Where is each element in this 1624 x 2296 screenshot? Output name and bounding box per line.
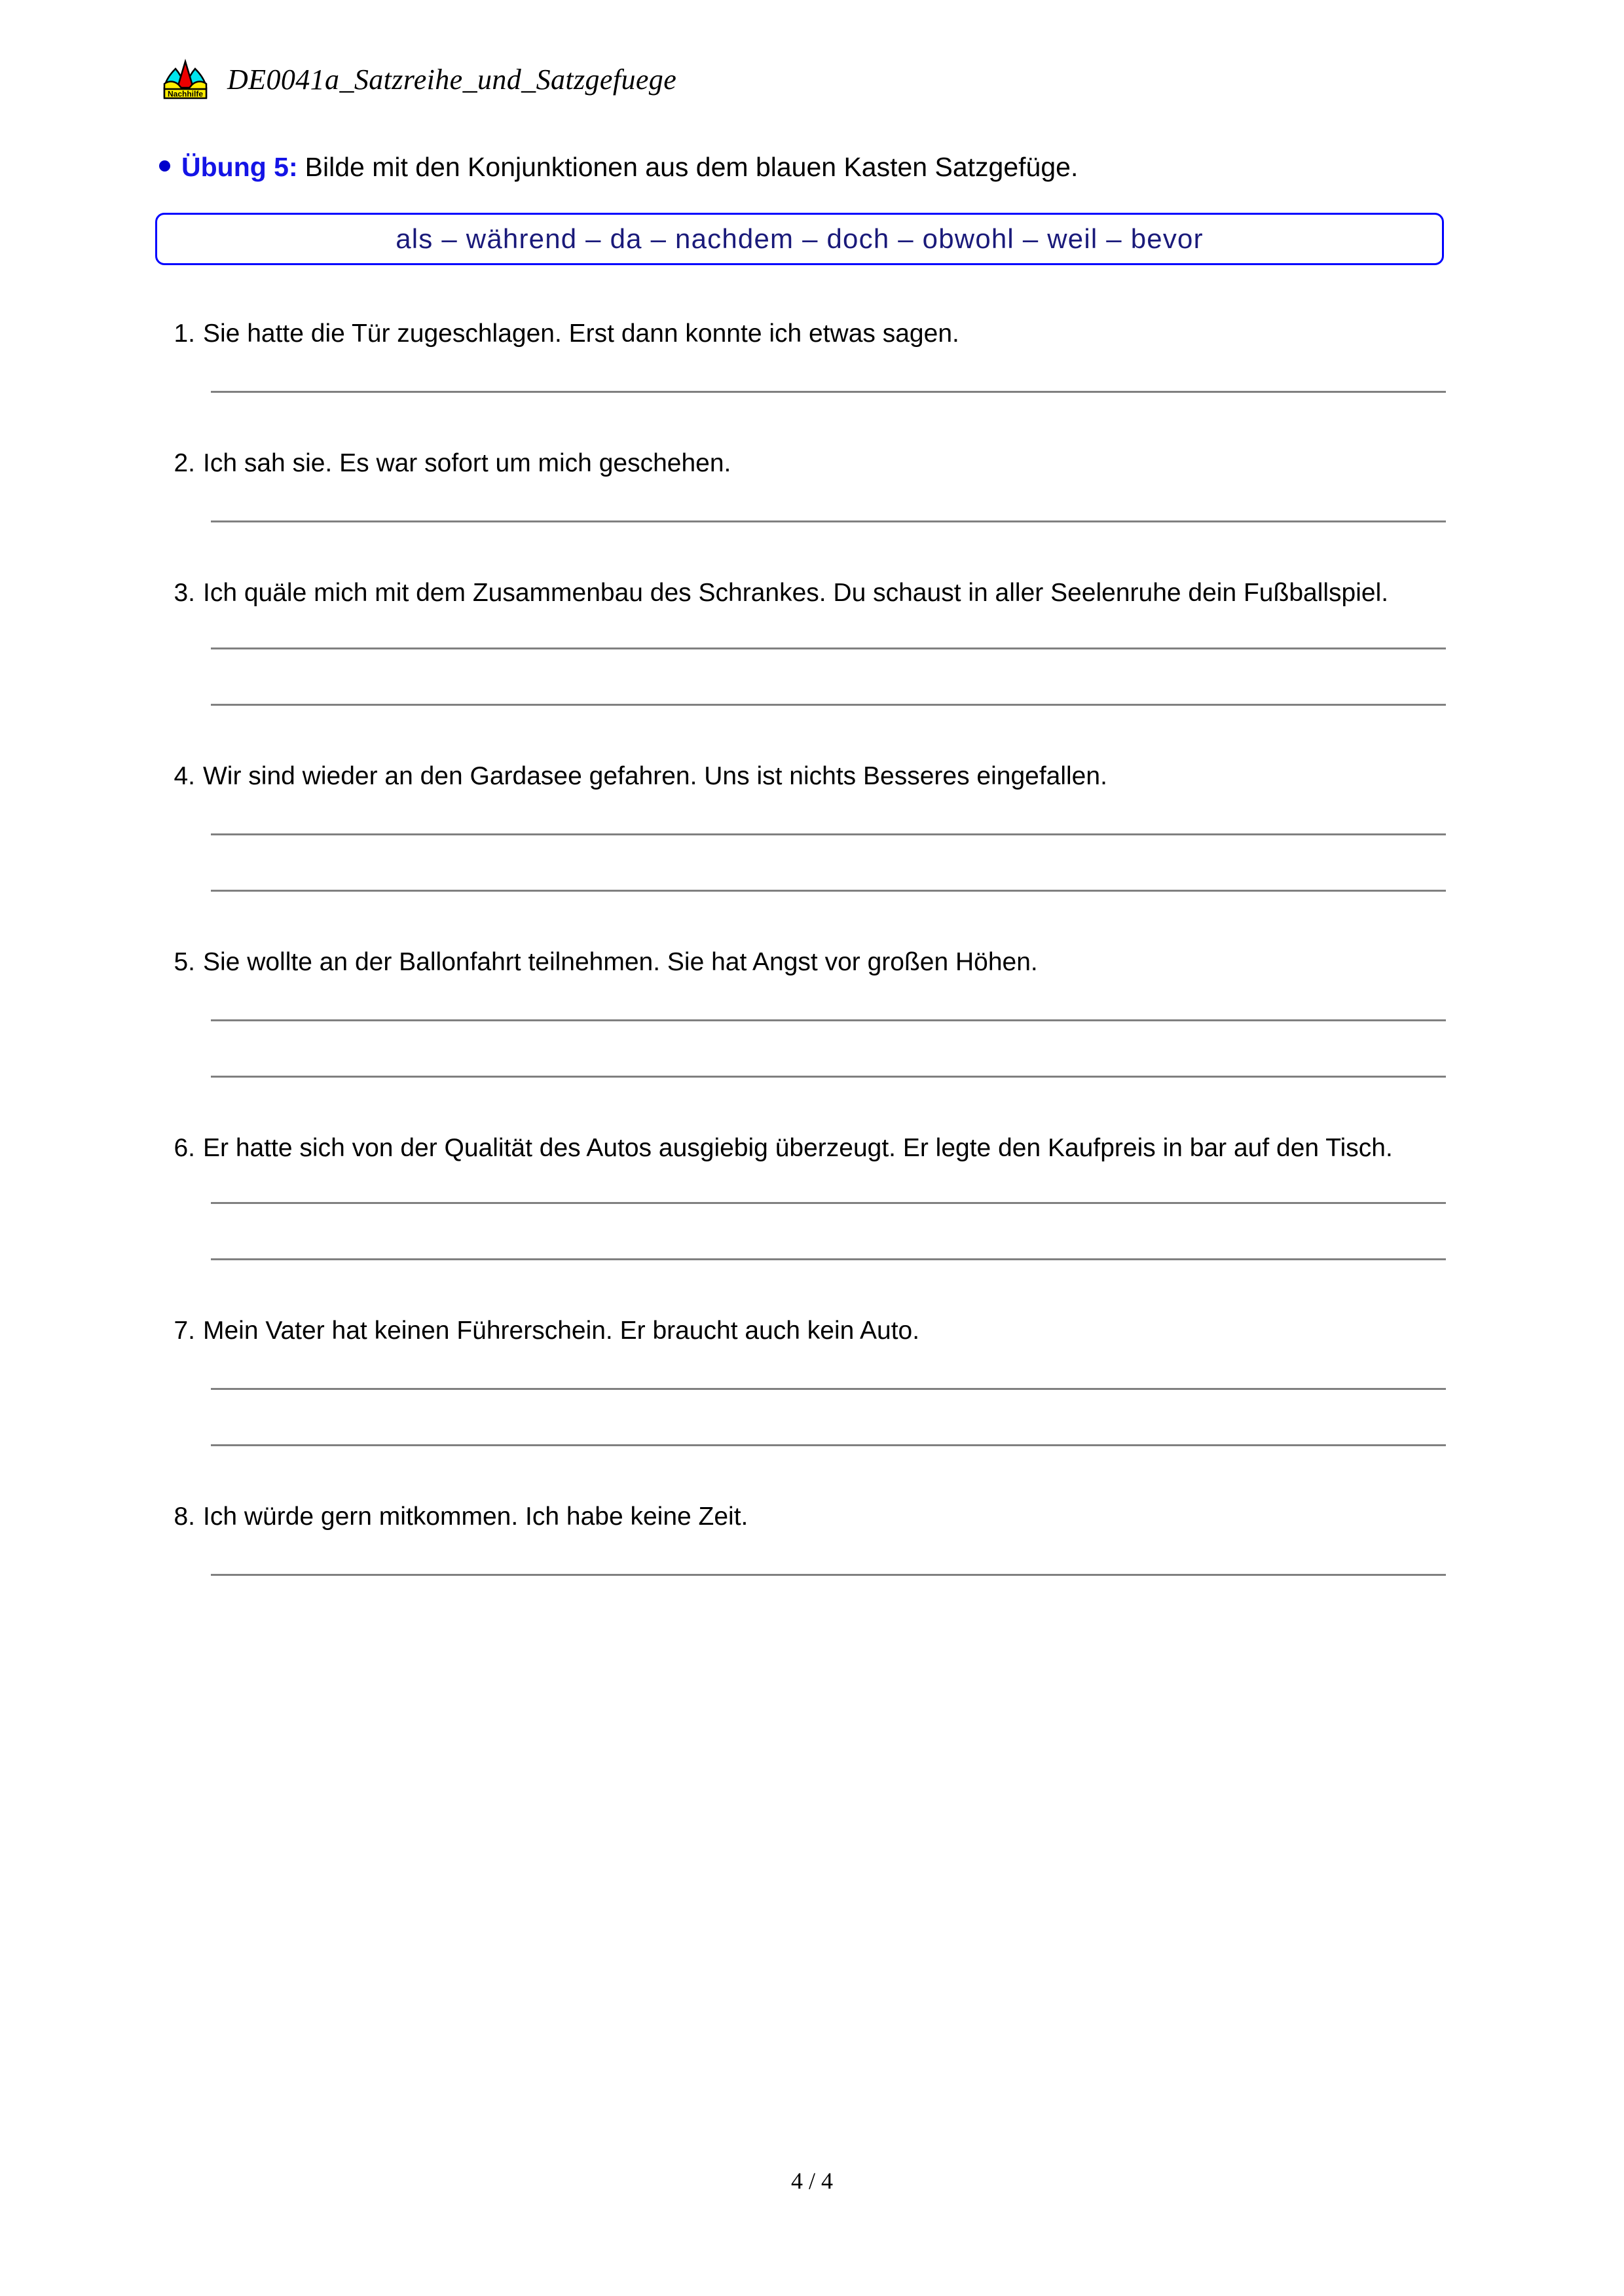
answer-line[interactable] [211, 391, 1446, 393]
exercise-sentence: Ich quäle mich mit dem Zusammenbau des Schrankes. Du schaust in aller Seelenruhe dein Fußballspiel. [203, 578, 1389, 607]
page-header [159, 58, 676, 101]
answer-area[interactable] [203, 520, 1446, 522]
answer-area[interactable] [203, 1388, 1446, 1446]
exercise-sentence-row [166, 577, 1446, 610]
nachhilfe-logo-icon [159, 58, 212, 101]
answer-line[interactable] [211, 1202, 1446, 1204]
instruction-text: Bilde mit den Konjunktionen aus dem blauen Kasten Satzgefüge. [304, 152, 1079, 182]
answer-area[interactable] [203, 1019, 1446, 1078]
exercise-number: 3. [174, 578, 195, 607]
exercise-number: 8. [174, 1503, 195, 1531]
answer-line[interactable] [211, 1019, 1446, 1021]
exercise-sentence-row [166, 318, 1446, 350]
svg-text:Nachhilfe: Nachhilfe [167, 89, 204, 99]
exercise-sentence: Ich würde gern mitkommen. Ich habe keine Zeit. [203, 1503, 748, 1531]
exercise-number: 2. [174, 448, 195, 477]
exercise-label: Übung 5: [181, 152, 298, 182]
exercise-sentence-row [166, 1501, 1446, 1533]
exercise-sentence: Wir sind wieder an den Gardasee gefahren. Uns ist nichts Besseres eingefallen. [203, 761, 1107, 790]
answer-line[interactable] [211, 520, 1446, 522]
answer-line[interactable] [211, 1574, 1446, 1576]
answer-line[interactable] [211, 1388, 1446, 1390]
exercise-item [166, 577, 1446, 706]
exercise-item [166, 1132, 1446, 1261]
exercise-sentence: Er hatte sich von der Qualität des Autos ausgiebig überzeugt. Er legte den Kaufpreis in bar auf den Tisch. [203, 1133, 1393, 1162]
exercise-item [166, 447, 1446, 522]
exercise-sentence-row [166, 946, 1446, 979]
answer-line[interactable] [211, 1444, 1446, 1446]
exercise-item [166, 1501, 1446, 1576]
exercise-number: 1. [174, 319, 195, 348]
answer-area[interactable] [203, 1202, 1446, 1260]
exercise-item [166, 318, 1446, 393]
answer-line[interactable] [211, 704, 1446, 706]
exercise-number: 7. [174, 1317, 195, 1345]
exercise-item [166, 1315, 1446, 1446]
exercise-sentence-row [166, 1132, 1446, 1165]
exercise-item [166, 946, 1446, 1078]
page-footer: 4 / 4 [790, 2168, 833, 2194]
conjunction-list: als – während – da – nachdem – doch – obwohl – weil – bevor [396, 223, 1204, 254]
answer-area[interactable] [203, 647, 1446, 706]
answer-line[interactable] [211, 833, 1446, 835]
answer-area[interactable] [203, 391, 1446, 393]
bullet-icon [159, 160, 170, 172]
answer-line[interactable] [211, 1076, 1446, 1078]
exercise-sentence: Mein Vater hat keinen Führerschein. Er braucht auch kein Auto. [203, 1317, 920, 1345]
answer-line[interactable] [211, 1258, 1446, 1260]
answer-line[interactable] [211, 647, 1446, 649]
exercise-instruction [159, 152, 1078, 183]
exercise-item [166, 760, 1446, 892]
exercise-sentence: Ich sah sie. Es war sofort um mich geschehen. [203, 448, 731, 477]
exercise-sentence-row [166, 1315, 1446, 1347]
answer-line[interactable] [211, 890, 1446, 892]
exercise-sentence: Sie wollte an der Ballonfahrt teilnehmen. Sie hat Angst vor großen Höhen. [203, 947, 1038, 976]
exercise-sentence-row [166, 760, 1446, 793]
answer-area[interactable] [203, 833, 1446, 892]
exercise-number: 4. [174, 761, 195, 790]
exercise-list [166, 318, 1446, 1576]
conjunction-box [155, 213, 1444, 265]
document-title: DE0041a_Satzreihe_und_Satzgefuege [227, 63, 677, 96]
exercise-number: 5. [174, 947, 195, 976]
exercise-sentence: Sie hatte die Tür zugeschlagen. Erst dann konnte ich etwas sagen. [203, 319, 959, 348]
exercise-number: 6. [174, 1133, 195, 1162]
answer-area[interactable] [203, 1574, 1446, 1576]
exercise-sentence-row [166, 447, 1446, 480]
